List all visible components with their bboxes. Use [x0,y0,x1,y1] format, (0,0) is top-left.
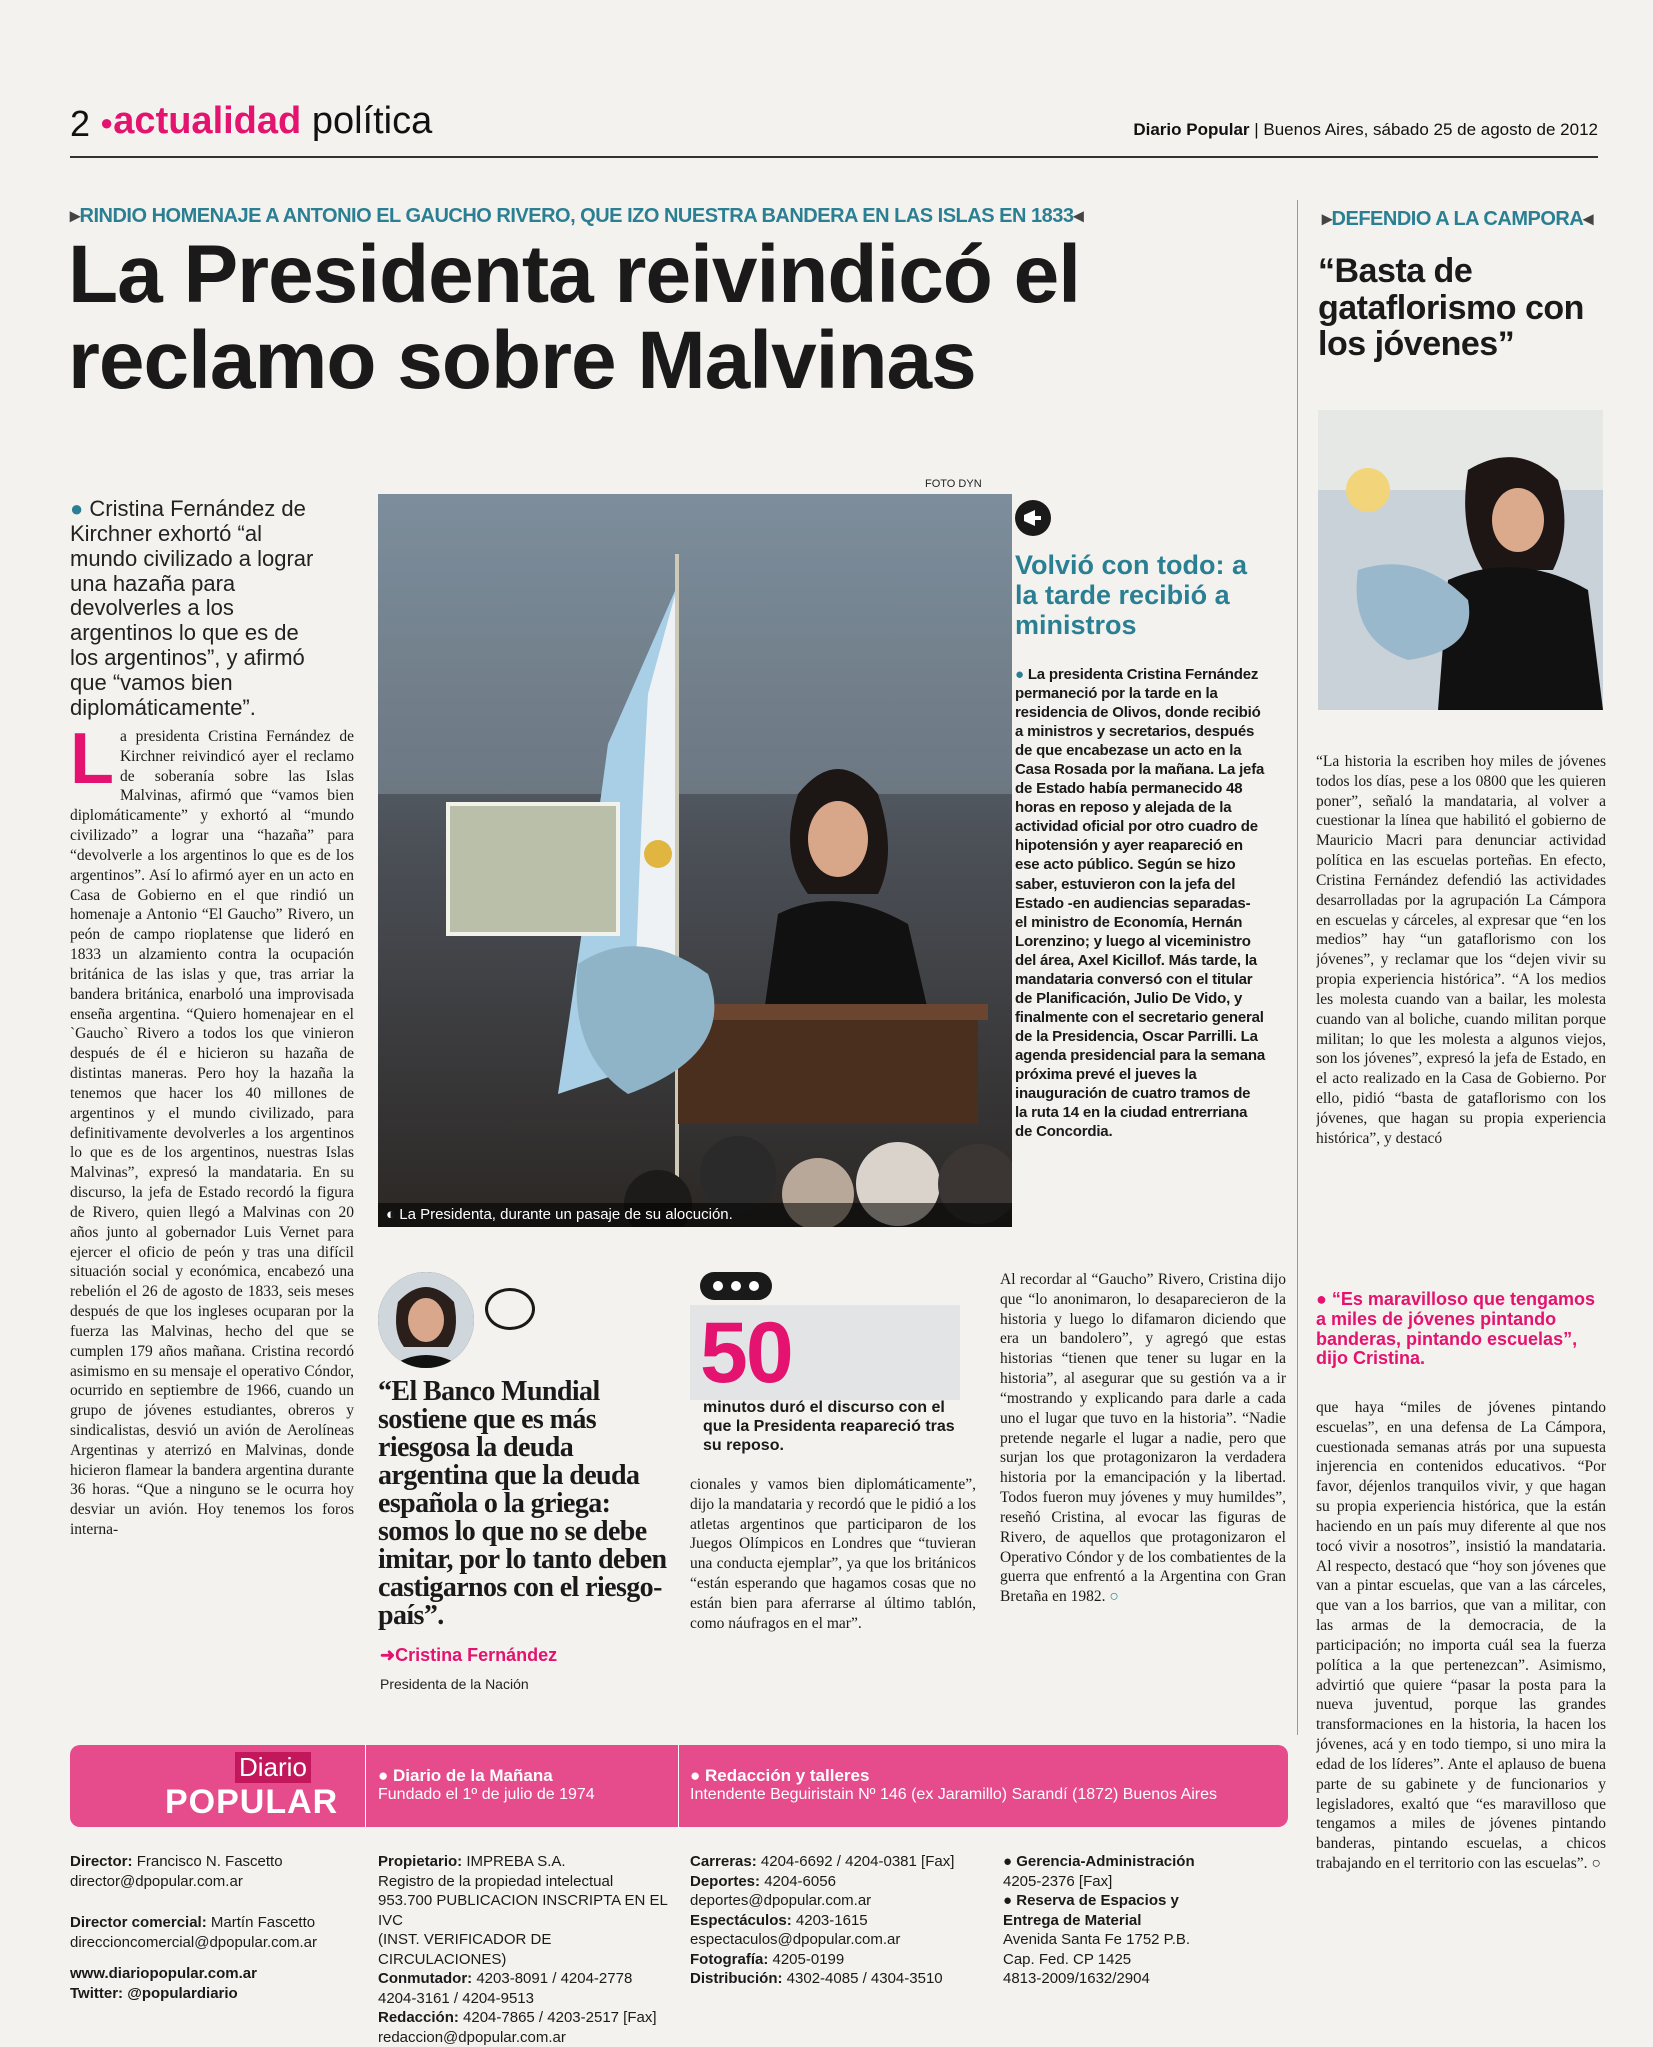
twitter-handle[interactable]: @populardiario [127,1985,237,2002]
end-mark-icon: ○ [1109,1588,1118,1605]
footer-bullet-icon-1: ● [378,1766,388,1785]
quote-avatar [378,1272,474,1368]
carreras-label: Carreras: [690,1853,757,1870]
conm-value: 4203-8091 / 4204-2778 [476,1970,632,1987]
drop-cap: L [70,731,114,789]
espect-value: 4203-1615 [796,1912,868,1929]
prop-label: Propietario: [378,1853,462,1870]
director-name: Francisco N. Fascetto [137,1853,283,1870]
prop-name: IMPREBA S.A. [466,1853,565,1870]
stat-text: minutos duró el discurso con el que la Presidenta reapareció tras su reposo. [703,1398,963,1456]
kicker-arrow-icon: ▸ [70,205,80,227]
prop-line-2: 953.700 PUBLICACION INSCRIPTA EN EL IVC [378,1891,678,1930]
res-label-1: Reserva de Espacios y [1016,1892,1179,1909]
main-kicker [70,203,1083,228]
right-pullquote [1316,1290,1606,1369]
section-bullet-icon: ● [100,110,113,135]
masthead-name: Diario Popular [1133,120,1249,139]
footer-divider-2 [678,1745,679,1827]
distr-value: 4302-4085 / 4304-3510 [787,1970,943,1987]
dots-icon [700,1272,772,1300]
res-address: Avenida Santa Fe 1752 P.B. [1003,1930,1293,1950]
deportes-label: Deportes: [690,1873,760,1890]
right-pullquote-text: “Es maravilloso que tengamos a miles de jóvenes pintando banderas, pintando escuelas”, dijo Cristina. [1316,1289,1595,1368]
logo-bottom: POPULAR [165,1783,345,1822]
conm-value-2: 4204-3161 / 4204-9513 [378,1989,678,2009]
quote-text: “El Banco Mundial sostiene que es más riesgosa la deuda argentina que la deuda española o la griega: somos lo que no se debe imitar, por lo tanto deben castigarnos con el riesgo-país”. [378,1378,678,1630]
ger-bullet-icon: ● [1003,1853,1012,1870]
body-column-2: cionales y vamos bien diplomáticamente”, dijo la mandataria y recordó que le pidió a los atletas argentinos que participaron de los Juegos Olímpicos en Londres que “tuvieran una conducta ejemplar”, ya que los británicos “están esperando que hagamos cosas que no están bien para aferrarse al último tablón, como náufragos en el mar”. [690,1475,976,1695]
website-link[interactable]: www.diariopopular.com.ar [70,1965,257,1982]
speech-bubble-icon [485,1288,535,1330]
prop-line-1: Registro de la propiedad intelectual [378,1872,678,1892]
footer-col-1 [378,1766,595,1804]
footer-info-3 [690,1852,990,1989]
right-photo [1318,410,1603,710]
quote-author [380,1645,557,1666]
main-kicker-text: RINDIO HOMENAJE A ANTONIO EL GAUCHO RIVERO, QUE IZO NUESTRA BANDERA EN LAS ISLAS EN 1833 [80,205,1074,227]
body-column-1 [70,727,354,1687]
footer-col-1-sub: Fundado el 1º de julio de 1974 [378,1786,595,1804]
footer-col-2-sub: Intendente Beguiristain Nº 146 (ex Jaramillo) Sarandí (1872) Buenos Aires [690,1786,1217,1804]
footer-col-1-title-text: Diario de la Mañana [393,1766,553,1785]
main-photo [378,494,1012,1227]
sidebar-bullet-icon: ● [1015,666,1024,683]
footer-logo [165,1752,345,1822]
espect-label: Espectáculos: [690,1912,792,1929]
logo-top: Diario [235,1752,311,1783]
director-email: director@dpopular.com.ar [70,1872,360,1892]
headline-line-1: La Presidenta reivindicó el [68,232,1278,318]
quote-role: Presidenta de la Nación [380,1676,529,1692]
res-bullet-icon: ● [1003,1892,1012,1909]
foto-label: Fotografía: [690,1951,768,1968]
photo-credit: FOTO DYN [925,478,982,490]
main-headline [68,232,1278,404]
right-headline: “Basta de gataflorismo con los jóvenes” [1318,253,1618,363]
footer-col-2 [690,1766,1217,1804]
sidebar-body [1015,665,1265,1141]
right-body-2-text: que haya “miles de jóvenes pintando escuelas”, en una defensa de La Cámpora, cuestionada semanas atrás por una supuesta injerencia en contenidos educativos. “Por favor, déjenlos tranquilos vivir, y que hagan su propia experiencia histórica, que la están haciendo en un país muy diferente al que nos tocó vivir a nosotros”, insistió la mandataria. Al respecto, destacó que “hoy son jóvenes que van a pintar escuelas, que van a las cárceles, que van a los barrios, que van a militar, con las armas de la democracia, de la participación; no importa cuál sea la fuerza política a la que pertenezcan”. Asimismo, advirtió que quiere “pasar la posta para la nueva juventud, porque las grandes transformaciones en la historia, la hacen los jóvenes, acá y en todo tiempo, si uno mira la edad de los líderes”. Ante el aplauso de buena parte de su gabinete y de funcionarios y legisladores, exaltó que “es maravilloso que tengamos a miles de jóvenes pintando banderas, pintando escuelas, a chicos trabajando en el territorio con las escuelas”. [1316,1399,1606,1872]
red-value: 4204-7865 / 4203-2517 [Fax] [463,2009,656,2026]
quote-author-name: Cristina Fernández [395,1645,557,1665]
stat-number: 50 [700,1310,792,1396]
comercial-name: Martín Fascetto [211,1914,315,1931]
twitter-label: Twitter: [70,1985,123,2002]
section-main: actualidad [113,100,301,142]
footer-divider-1 [365,1745,366,1827]
espect-email: espectaculos@dpopular.com.ar [690,1930,990,1950]
headline-line-2: reclamo sobre Malvinas [68,318,1278,404]
ger-label: Gerencia-Administración [1016,1853,1194,1870]
sidebar-body-text: La presidenta Cristina Fernández permaneció por la tarde en la residencia de Olivos, donde recibió a ministros y secretarios, después de que encabezase un acto en la Casa Rosada por la mañana. La jefa de Estado había permanecido 48 horas en reposo y alejada de la actividad oficial por otro cuadro de hipotensión y ayer reapareció en ese acto público. Según se hizo saber, estuvieron con la jefa del Estado -en audiencias separadas- el ministro de Economía, Hernán Lorenzino; y luego al viceministro del área, Axel Kicillof. Más tarde, la mandataria conversó con el titular de Planificación, Julio De Vido, y finalmente con el secretario general de la Presidencia, Oscar Parrilli. La agenda presidencial para la semana próxima prevé el jueves la inauguración de cuatro tramos de la ruta 14 en la ciudad entrerriana de Concordia. [1015,666,1265,1140]
masthead [1133,120,1598,140]
conm-label: Conmutador: [378,1970,472,1987]
footer-col-1-title [378,1766,595,1786]
red-email: redaccion@dpopular.com.ar [378,2028,678,2047]
right-kicker-text: DEFENDIO A LA CAMPORA [1332,208,1584,230]
res-phone: 4813-2009/1632/2904 [1003,1969,1293,1989]
lead-bullet-icon: ● [70,496,83,521]
body-column-3-text: Al recordar al “Gaucho” Rivero, Cristina dijo que “lo anonimaron, lo desaparecieron de la historia y luego lo difamaron diciendo que era un bandolero”, y agregó que estas historias “tienen que tener su lugar en la historia”, al asegurar que su gestión va a ir “mostrando y explicando para darle a cada uno el lugar que tuvo en la historia”. “Nadie pretende negarle el lugar a nadie, pero que surjan los que protagonizaron la verdadera historia por la emancipación y la libertad. Todos fueron muy jóvenes y muy humildes”, reseñó Cristina, al evocar las figuras de Rivero, de aquellos que protagonizaron el Operativo Cóndor y de los combatientes de la guerra que enfrentó a la Argentina con Gran Bretaña en 1982. [1000,1271,1286,1605]
megaphone-icon [1015,500,1051,536]
deportes-email: deportes@dpopular.com.ar [690,1891,990,1911]
comercial-label: Director comercial: [70,1914,207,1931]
right-kicker-arrow-icon: ▸ [1322,208,1332,230]
masthead-date: | Buenos Aires, sábado 25 de agosto de 2012 [1254,120,1598,139]
foto-value: 4205-0199 [773,1951,845,1968]
photo-caption-text: La Presidenta, durante un pasaje de su alocución. [399,1206,733,1223]
footer-info-2 [378,1852,678,2047]
prop-line-3: (INST. VERIFICADOR DE CIRCULACIONES) [378,1930,678,1969]
right-kicker-arrow-end-icon: ◂ [1583,208,1593,230]
right-body-2 [1316,1398,1606,2018]
kicker-arrow-end-icon: ◂ [1073,205,1083,227]
right-body-1: “La historia la escriben hoy miles de jóvenes todos los días, pese a los 0800 que les quieren poner”, señaló la mandataria, al volver a cuestionar la línea que habilitó el gobierno de Mauricio Macri para denunciar actividad política en las escuelas porteñas. En efecto, Cristina Fernández defendió las actividades desarrolladas por la agrupación La Cámpora en escuelas y cárceles, al expresar que “en los medios” hay “un gataflorismo con los jóvenes”, y reclamar que los “dejen vivir su propia experiencia histórica”. “A los medios les molesta cuando van a bailar, les molesta cuando van al boliche, cuando militan porque militan; lo que les molesta a algunos viejos, son los jóvenes”, expresó la jefa de Estado, en el acto realizado en la Casa de Gobierno. Por ello, pidió “basta de gataflorismo con los jóvenes, que hagan su propia experiencia histórica”, y destacó [1316,752,1606,1272]
red-label: Redacción: [378,2009,459,2026]
section-sub: política [312,100,432,142]
lead-text: Cristina Fernández de Kirchner exhortó “al mundo civilizado a lograr una hazaña para devolverles a los argentinos lo que es de los argentinos”, y afirmó que “vamos bien diplomáticamente”. [70,496,313,720]
right-kicker [1322,206,1593,231]
main-photo-illustration [378,494,1012,1227]
deportes-value: 4204-6056 [764,1873,836,1890]
quote-arrow-icon: ➜ [380,1645,395,1665]
footer-bullet-icon-2: ● [690,1766,700,1785]
footer-col-2-title-text: Redacción y talleres [705,1766,869,1785]
body-column-3 [1000,1270,1286,1695]
sidebar-headline: Volvió con todo: a la tarde recibió a ministros [1015,550,1260,641]
photo-caption [378,1203,1012,1227]
distr-label: Distribución: [690,1970,783,1987]
comercial-email: direccioncomercial@dpopular.com.ar [70,1933,360,1953]
body-column-1-text: a presidenta Cristina Fernández de Kirchner reivindicó ayer el reclamo de soberanía sobre las Islas Malvinas, afirmó que “vamos bien diplomáticamente” y exhortó al “mundo civilizado” a lograr una “hazaña” para “devolverle a los argentinos lo que es de los argentinos”. Así lo afirmó ayer en un acto en Casa de Gobierno en el que rindió un homenaje a Antonio “El Gaucho” Rivero, un peón de campo rioplatense que lideró en 1833 un alzamiento contra la ocupación británica de las islas y que, tras arriar la bandera británica, enarboló una improvisada enseña argentina. “Quiero homenajear en el `Gaucho` Rivero a todos los que vinieron después de él e hicieron su hazaña de distintas maneras. Pero hoy la hazaña la tenemos que hacer los 40 millones de argentinos y el mundo civilizado, para definitivamente devolverles a los argentinos lo que es de los argentinos, nuestras Islas Malvinas”, expresó la mandataria. En su discurso, la jefa de Estado recordó la figura de Rivero, quien llegó a Malvinas con 20 años junto al gobernador Luis Vernet para ejercer el oficio de peón y tras una difícil situación social y económica, encabezó una rebelión el 26 de agosto de 1833, seis meses después de que los ingleses ocuparan por la fuerza las Malvinas, hecho del que se cumplen 179 años mañana. Cristina recordó asimismo en su mensaje el operativo Cóndor, ocurrido en septiembre de 1966, cuando un grupo de jóvenes estudiantes, obreros y sindicalistas, desvió un avión de Aerolíneas Argentinas y aterrizó en Malvinas, donde hicieron flamear la bandera argentina durante 36 horas. “Que a ninguno se le ocurra hoy desviar un avión. Hoy tenemos los foros interna- [70,728,354,1538]
footer-info-1 [70,1852,360,2003]
caption-bullet-icon: ◐ [386,1206,395,1223]
lead-paragraph [70,497,330,721]
carreras-value: 4204-6692 / 4204-0381 [Fax] [761,1853,954,1870]
pullquote-icon: ● [1316,1289,1327,1309]
footer-info-4 [1003,1852,1293,1989]
right-column-divider [1297,200,1298,1735]
res-city: Cap. Fed. CP 1425 [1003,1950,1293,1970]
header-rule [70,156,1598,158]
ger-value: 4205-2376 [Fax] [1003,1872,1293,1892]
footer-col-2-title [690,1766,1217,1786]
end-mark-icon-2: ○ [1591,1855,1600,1872]
res-label-2: Entrega de Material [1003,1912,1141,1929]
section-title [100,100,432,143]
director-label: Director: [70,1853,133,1870]
page-number: 2 [70,103,90,145]
